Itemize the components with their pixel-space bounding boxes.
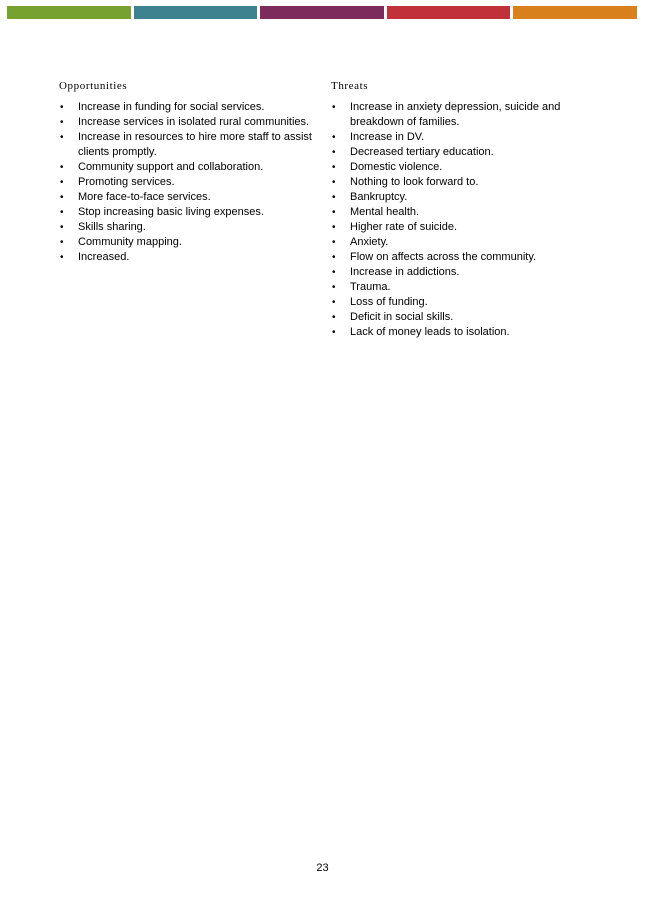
list-item — [59, 115, 317, 130]
list-item — [331, 280, 571, 295]
list-item — [59, 235, 317, 250]
header-bar-segment-purple — [260, 6, 384, 19]
bullet-icon: • — [60, 132, 64, 143]
bullet-icon: • — [332, 177, 336, 188]
bullet-icon: • — [332, 282, 336, 293]
list-item — [331, 190, 571, 205]
bullet-icon: • — [332, 252, 336, 263]
list-item-text: Domestic violence. — [350, 161, 443, 173]
list-item-text: Increase in DV. — [350, 131, 425, 143]
list-item — [59, 160, 317, 175]
bullet-icon: • — [332, 192, 336, 203]
list-item-text: Increase in resources to hire more staff to assist clients promptly. — [78, 131, 312, 158]
header-bar-segment-teal — [134, 6, 258, 19]
bullet-icon: • — [332, 312, 336, 323]
header-color-bar — [7, 6, 637, 19]
bullet-icon: • — [332, 327, 336, 338]
list-item-text: Flow on affects across the community. — [350, 251, 537, 263]
bullet-icon: • — [332, 222, 336, 233]
list-item-text: Trauma. — [350, 281, 391, 293]
opportunities-section — [59, 80, 317, 265]
bullet-icon: • — [332, 132, 336, 143]
list-item — [331, 175, 571, 190]
list-item — [59, 175, 317, 190]
list-item-text: Lack of money leads to isolation. — [350, 326, 510, 338]
list-item — [59, 205, 317, 220]
header-bar-segment-orange — [513, 6, 637, 19]
threats-list — [331, 100, 571, 340]
list-item-text: Nothing to look forward to. — [350, 176, 479, 188]
list-item — [331, 220, 571, 235]
list-item — [331, 235, 571, 250]
bullet-icon: • — [332, 207, 336, 218]
bullet-icon: • — [60, 222, 64, 233]
list-item-text: Increase in anxiety depression, suicide and breakdown of families. — [350, 101, 561, 128]
list-item-text: Bankruptcy. — [350, 191, 408, 203]
list-item — [331, 145, 571, 160]
list-item — [59, 130, 317, 160]
list-item-text: More face-to-face services. — [78, 191, 211, 203]
threats-section — [331, 80, 571, 340]
bullet-icon: • — [60, 207, 64, 218]
bullet-icon: • — [332, 237, 336, 248]
list-item — [331, 205, 571, 220]
list-item-text: Community mapping. — [78, 236, 182, 248]
bullet-icon: • — [332, 267, 336, 278]
list-item — [59, 190, 317, 205]
page-number: 23 — [316, 862, 329, 874]
list-item-text: Stop increasing basic living expenses. — [78, 206, 264, 218]
header-bar-segment-red — [387, 6, 511, 19]
bullet-icon: • — [60, 192, 64, 203]
list-item — [59, 100, 317, 115]
list-item — [331, 265, 571, 280]
list-item — [331, 100, 571, 130]
bullet-icon: • — [60, 117, 64, 128]
opportunities-heading: Opportunities — [59, 80, 128, 92]
bullet-icon: • — [60, 252, 64, 263]
bullet-icon: • — [60, 162, 64, 173]
list-item-text: Increase in funding for social services. — [78, 101, 265, 113]
list-item-text: Mental health. — [350, 206, 420, 218]
list-item-text: Skills sharing. — [78, 221, 146, 233]
bullet-icon: • — [332, 297, 336, 308]
list-item — [331, 295, 571, 310]
bullet-icon: • — [60, 237, 64, 248]
opportunities-list — [59, 100, 317, 265]
list-item — [59, 220, 317, 235]
list-item — [331, 325, 571, 340]
list-item-text: Increase in addictions. — [350, 266, 460, 278]
bullet-icon: • — [332, 102, 336, 113]
header-bar-segment-green — [7, 6, 131, 19]
list-item-text: Loss of funding. — [350, 296, 428, 308]
threats-heading: Threats — [331, 80, 369, 92]
list-item — [331, 130, 571, 145]
list-item-text: Promoting services. — [78, 176, 175, 188]
list-item-text: Decreased tertiary education. — [350, 146, 494, 158]
list-item-text: Anxiety. — [350, 236, 389, 248]
list-item — [59, 250, 317, 265]
list-item — [331, 310, 571, 325]
bullet-icon: • — [332, 162, 336, 173]
bullet-icon: • — [60, 177, 64, 188]
list-item-text: Increase services in isolated rural communities. — [78, 116, 310, 128]
bullet-icon: • — [332, 147, 336, 158]
list-item-text: Increased. — [78, 251, 130, 263]
list-item-text: Community support and collaboration. — [78, 161, 264, 173]
list-item — [331, 160, 571, 175]
bullet-icon: • — [60, 102, 64, 113]
list-item — [331, 250, 571, 265]
list-item-text: Higher rate of suicide. — [350, 221, 457, 233]
list-item-text: Deficit in social skills. — [350, 311, 454, 323]
